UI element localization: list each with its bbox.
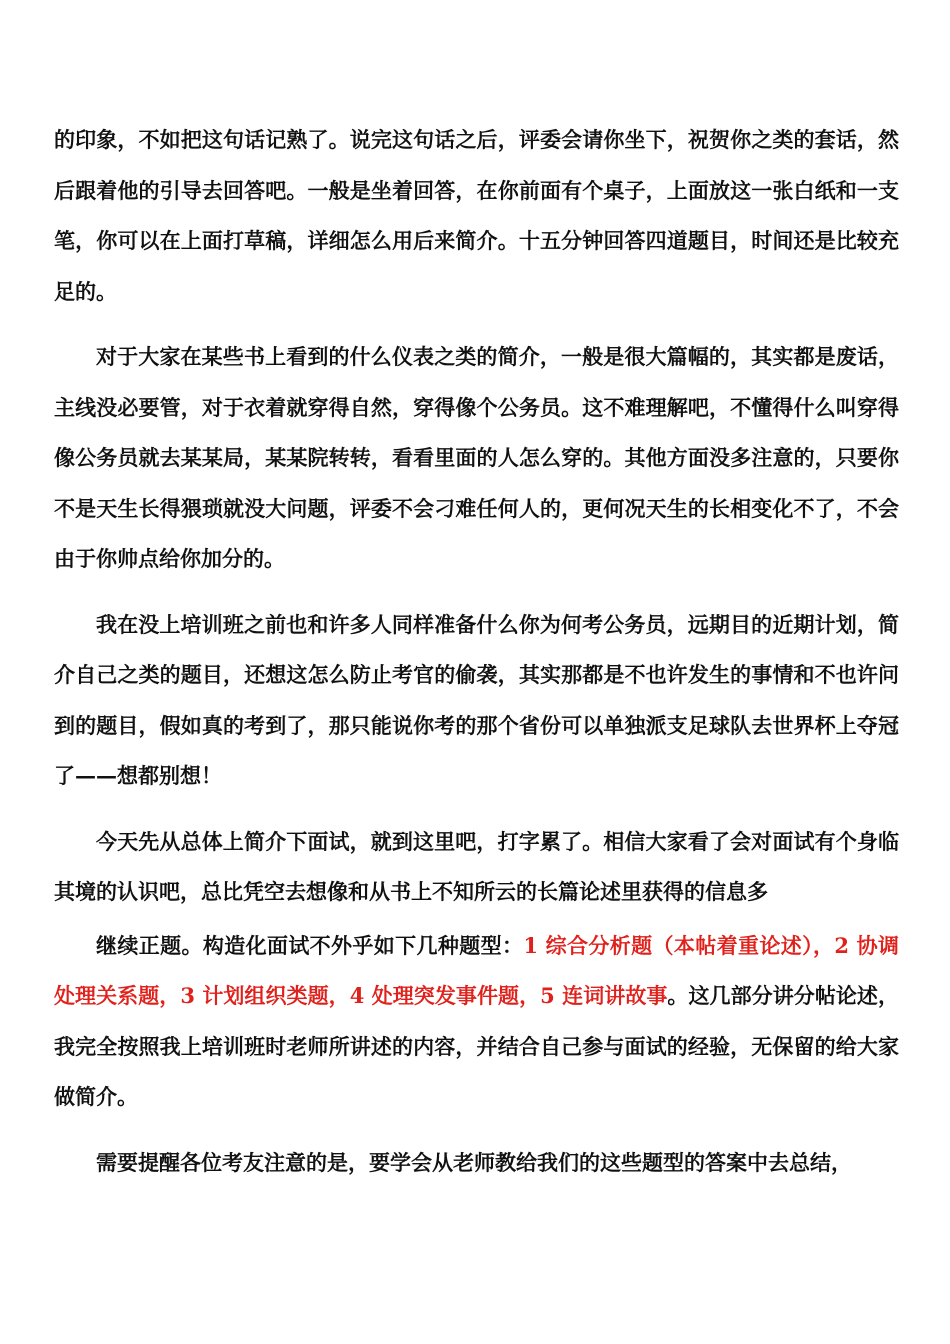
paragraph-2 [54,332,899,585]
paragraph-5-text-b: 。这几部分讲分帖论述，我完全按照我上培训班时老师所讲述的内容，并结合自己参与面试的经验，无保留的给大家做简介。 [54,983,899,1109]
paragraph-4 [54,817,899,918]
paragraph-5 [54,921,899,1123]
paragraph-3-text: 我在没上培训班之前也和许多人同样准备什么你为何考公务员，远期目的近期计划，简介自己之类的题目，还想这怎么防止考官的偷袭，其实那都是不也许发生的事情和不也许问到的题目，假如真的考到了，那只能说你考的那个省份可以单独派支足球队去世界杯上夺冠了——想都别想！ [54,611,899,788]
paragraph-6 [54,1138,899,1189]
question-types-highlight: 1 综合分析题（本帖着重论述），2 协调处理关系题，3 计划组织类题，4 处理突发事件题，5 连词讲故事 [54,932,899,1008]
paragraph-1 [54,115,899,317]
paragraph-5-text-a: 继续正题。构造化面试不外乎如下几种题型： [96,932,524,958]
document-body [54,115,899,1188]
paragraph-1-text: 的印象，不如把这句话记熟了。说完这句话之后，评委会请你坐下，祝贺你之类的套话，然后跟着他的引导去回答吧。一般是坐着回答，在你前面有个桌子，上面放这一张白纸和一支笔，你可以在上面打草稿，详细怎么用后来简介。十五分钟回答四道题目，时间还是比较充足的。 [54,127,899,304]
paragraph-2-text: 对于大家在某些书上看到的什么仪表之类的简介，一般是很大篇幅的，其实都是废话，主线没必要管，对于衣着就穿得自然，穿得像个公务员。这不难理解吧，不懂得什么叫穿得像公务员就去某某局，某某院转转，看看里面的人怎么穿的。其他方面没多注意的，只要你不是天生长得猥琐就没大问题，评委不会刁难任何人的，更何况天生的长相变化不了，不会由于你帅点给你加分的。 [54,344,899,571]
paragraph-6-text: 需要提醒各位考友注意的是，要学会从老师教给我们的这些题型的答案中去总结， [96,1149,852,1175]
paragraph-4-text: 今天先从总体上简介下面试，就到这里吧，打字累了。相信大家看了会对面试有个身临其境的认识吧，总比凭空去想像和从书上不知所云的长篇论述里获得的信息多 [54,828,899,904]
paragraph-3 [54,600,899,802]
